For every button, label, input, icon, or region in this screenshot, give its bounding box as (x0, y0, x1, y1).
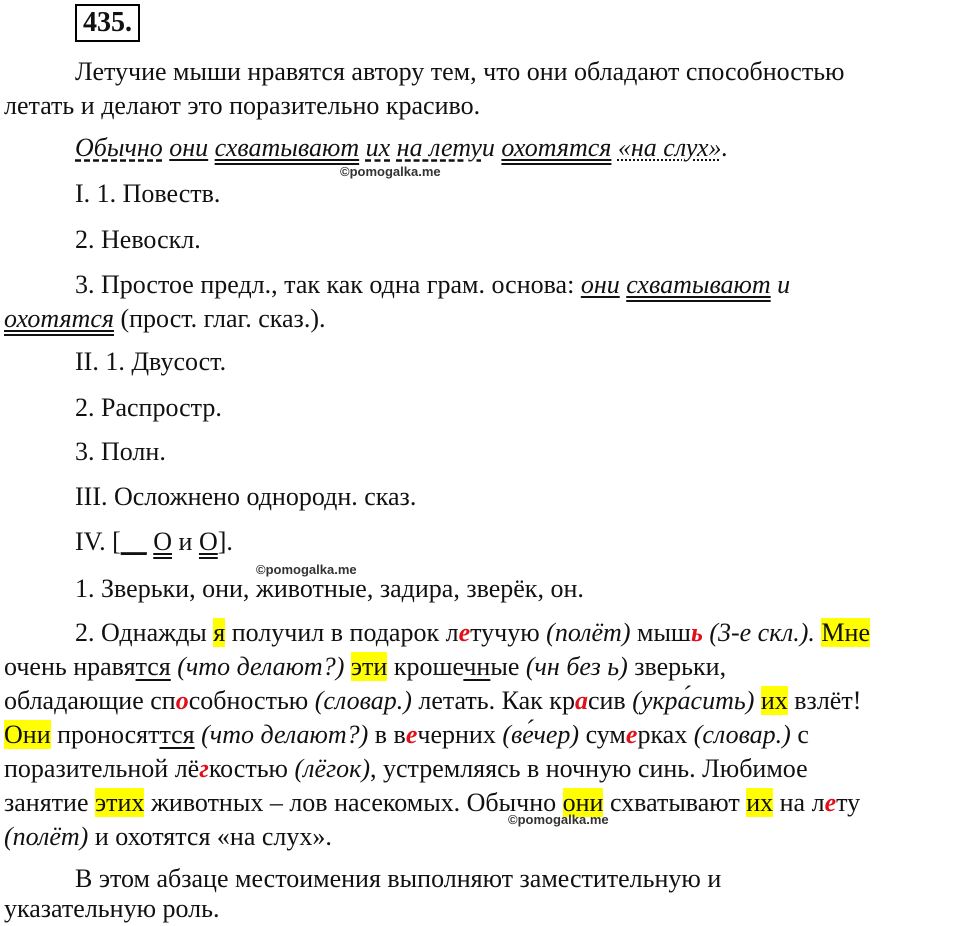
analysis-conj: и (777, 270, 791, 299)
sentence-word: Обычно (75, 133, 163, 162)
sentence-adverbial-2: «на слух» (617, 133, 722, 162)
analysis-i1: I. 1. Повеств. (75, 179, 221, 208)
analysis-ii1: II. 1. Двусост. (75, 347, 227, 376)
text: черних (417, 720, 503, 749)
text: получил в подарок л (225, 618, 459, 647)
intro-line-2: летать и делают это поразительно красиво. (4, 91, 481, 120)
vowel-mark: ь (690, 618, 703, 647)
text (754, 686, 761, 715)
text: зверьки, (627, 652, 727, 681)
text: схватывают (603, 788, 747, 817)
hint: (укра́сить) (632, 686, 755, 715)
intro-line-1: Летучие мыши нравятся автору тем, что они обладают способностью (75, 57, 845, 86)
analysis-ii3: 3. Полн. (75, 437, 166, 466)
sentence-object: их (365, 133, 391, 162)
text: очень нравя (4, 652, 136, 681)
text: 2. Однажды (75, 618, 214, 647)
orthogram: тся (135, 652, 171, 681)
analysis-i3-text: 3. Простое предл., так как одна грам. основа: (75, 270, 575, 299)
scheme-predicate-1: О (153, 527, 173, 556)
sentence-predicate-2: охотятся (501, 133, 612, 162)
scheme-predicate-2: О (198, 527, 218, 556)
scheme-close: ]. (217, 527, 233, 556)
watermark: ©pomogalka.me (508, 812, 609, 827)
task2-line-1 (75, 616, 870, 650)
text: тучую (470, 618, 547, 647)
sentence-subject: они (169, 133, 209, 162)
analysis-i3-line2 (4, 302, 325, 336)
text: ые (490, 652, 526, 681)
text: занятие (4, 788, 95, 817)
vowel-mark: е (458, 618, 471, 647)
pronoun-highlight: эти (350, 652, 388, 681)
text: проносят (50, 720, 160, 749)
scheme-conj: и (178, 527, 193, 556)
hint: (чн без ь) (525, 652, 628, 681)
text: собностью (188, 686, 315, 715)
analysis-i3-post: (прост. глаг. сказ.). (120, 304, 326, 333)
hint: (полёт) (4, 822, 89, 851)
sentence-predicate: схватывают (214, 133, 360, 162)
text: с (790, 720, 809, 749)
pronoun-highlight: этих (95, 788, 145, 817)
text: сум (579, 720, 626, 749)
vowel-mark: е (405, 720, 418, 749)
hint: (полёт) (546, 618, 631, 647)
task2-line-4 (4, 718, 809, 752)
text: рках (637, 720, 694, 749)
task2-line-7 (4, 820, 332, 854)
watermark: ©pomogalka.me (340, 164, 441, 179)
text: , устремляясь в ночную синь. Любимое (369, 754, 808, 783)
scheme-open: IV. [ (75, 527, 121, 556)
vowel-mark: о (175, 686, 189, 715)
task2-line-3 (4, 684, 861, 718)
text: и охотятся «на слух». (88, 822, 332, 851)
analysis-i3-line1 (75, 268, 790, 302)
text: костью (208, 754, 295, 783)
analysis-iii: III. Осложнено однородн. сказ. (75, 482, 417, 511)
analysis-i2: 2. Невоскл. (75, 225, 201, 254)
watermark: ©pomogalka.me (256, 562, 357, 577)
analysis-iv-scheme (75, 525, 233, 559)
text: животных – лов насекомых. Обычно (144, 788, 563, 817)
hint: (ве́чер) (502, 720, 580, 749)
conclusion-line-1: В этом абзаце местоимения выполняют заместительную и (75, 864, 722, 893)
hint: (3-е скл.). (709, 618, 815, 647)
task2-line-2 (4, 650, 726, 684)
analysis-predicate-2: охотятся (4, 304, 114, 333)
text: обладающие сп (4, 686, 176, 715)
text (344, 652, 351, 681)
vowel-mark: е (824, 788, 837, 817)
vowel-mark: е (625, 720, 638, 749)
pronoun-highlight: Они (4, 720, 51, 749)
vowel-mark: а (574, 686, 588, 715)
hint: (лёгок) (294, 754, 370, 783)
text: взлёт! (787, 686, 862, 715)
text: сив (587, 686, 633, 715)
sentence-conj: и (481, 133, 495, 162)
pronoun-highlight: Мне (821, 618, 870, 647)
analysis-subject: они (580, 270, 620, 299)
pronoun-highlight: я (213, 618, 226, 647)
pronoun-highlight: их (760, 686, 788, 715)
pronoun-highlight: их (746, 788, 774, 817)
sentence-adverbial: на лету (396, 133, 482, 162)
conclusion-line-2: указательную роль. (4, 894, 220, 923)
text: мыш (630, 618, 691, 647)
parsed-sentence (75, 131, 728, 165)
analysis-predicate: схватывают (626, 270, 771, 299)
hint: (что делают?) (201, 720, 369, 749)
task2-line-5 (4, 752, 808, 786)
hint: (что делают?) (177, 652, 345, 681)
consonant-mark: г (199, 754, 209, 783)
text: поразительной лё (4, 754, 200, 783)
pronoun-highlight: они (562, 788, 604, 817)
orthogram: чн (463, 652, 491, 681)
text: на л (773, 788, 825, 817)
text: в в (368, 720, 406, 749)
text: летать. Как кр (411, 686, 575, 715)
text: кроше (387, 652, 464, 681)
task2-line-6 (4, 786, 860, 820)
scheme-subject: __ (120, 527, 147, 556)
hint: (словар.) (693, 720, 791, 749)
task-1: 1. Зверьки, они, животные, задира, зверёк, он. (75, 574, 584, 603)
sentence-end: . (721, 133, 729, 162)
exercise-number: 435. (75, 4, 140, 42)
text: ту (836, 788, 861, 817)
hint: (словар.) (314, 686, 412, 715)
analysis-ii2: 2. Распростр. (75, 393, 222, 422)
orthogram: тся (159, 720, 195, 749)
